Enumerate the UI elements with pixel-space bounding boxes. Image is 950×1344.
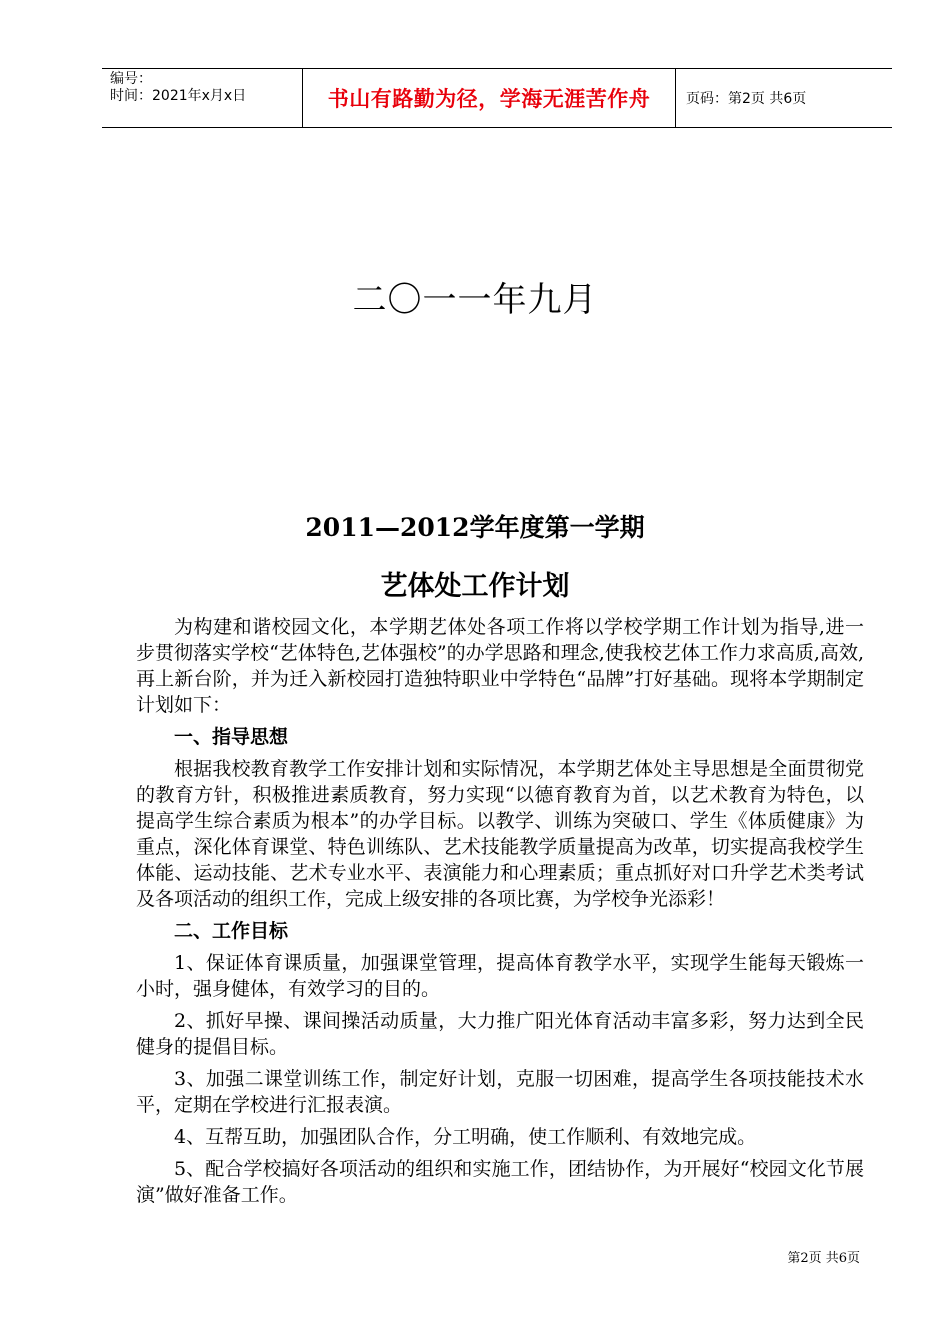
date-title: 二〇一一年九月 (352, 280, 598, 320)
header-meta (102, 69, 303, 127)
header-page-info: 页码：第2页 共6页 (686, 91, 807, 107)
section2-heading: 二、工作目标 (174, 920, 289, 942)
header-motto: 书山有路勤为径，学海无涯苦作舟 (303, 69, 676, 127)
doc-title-line2: 艺体处工作计划 (380, 571, 570, 602)
goal-item: 1、保证体育课质量，加强课堂管理，提高体育教学水平，实现学生能每天锻炼一小时，强身健体，有效学习的目的。 (136, 952, 864, 1000)
section1-paragraph: 根据我校教育教学工作安排计划和实际情况，本学期艺体处主导思想是全面贯彻党的教育方针，积极推进素质教育，努力实现“以德育教育为首，以艺术教育为特色，以提高学生综合素质为根本”的办学目标。以教学、训练为突破口、学生《体质健康》为重点，深化体育课堂、特色训练队、艺术技能教学质量提高为改革，切实提高我校学生体能、运动技能、艺术专业水平、表演能力和心理素质；重点抓好对口升学艺术类考试及各项活动的组织工作，完成上级安排的各项比赛，为学校争光添彩！ (136, 758, 864, 910)
intro-paragraph: 为构建和谐校园文化，本学期艺体处各项工作将以学校学期工作计划为指导,进一步贯彻落实学校“艺体特色,艺体强校”的办学思路和理念,使我校艺体工作力求高质,高效,再上新台阶，并为迁入新校园打造独特职业中学特色“品牌”打好基础。现将本学期制定计划如下： (136, 616, 864, 716)
goal-item: 4、互帮互助，加强团队合作，分工明确，使工作顺利、有效地完成。 (174, 1126, 757, 1148)
page-header (102, 68, 892, 128)
goal-item: 5、配合学校搞好各项活动的组织和实施工作，团结协作，为开展好“校园文化节展演”做好准备工作。 (136, 1158, 864, 1206)
document-body (136, 614, 864, 1214)
number-label: 编号： (110, 71, 152, 87)
goal-item: 2、抓好早操、课间操活动质量，大力推广阳光体育活动丰富多彩，努力达到全民健身的提倡目标。 (136, 1010, 864, 1058)
doc-title-line1: 2011—2012学年度第一学期 (305, 513, 645, 542)
goal-item: 3、加强二课堂训练工作，制定好计划，克服一切困难，提高学生各项技能技术水平，定期在学校进行汇报表演。 (136, 1068, 864, 1116)
section1-heading: 一、指导思想 (174, 726, 289, 748)
page-footer: 第2页 共6页 (787, 1251, 860, 1266)
time-label: 时间：2021年x月x日 (110, 88, 247, 104)
